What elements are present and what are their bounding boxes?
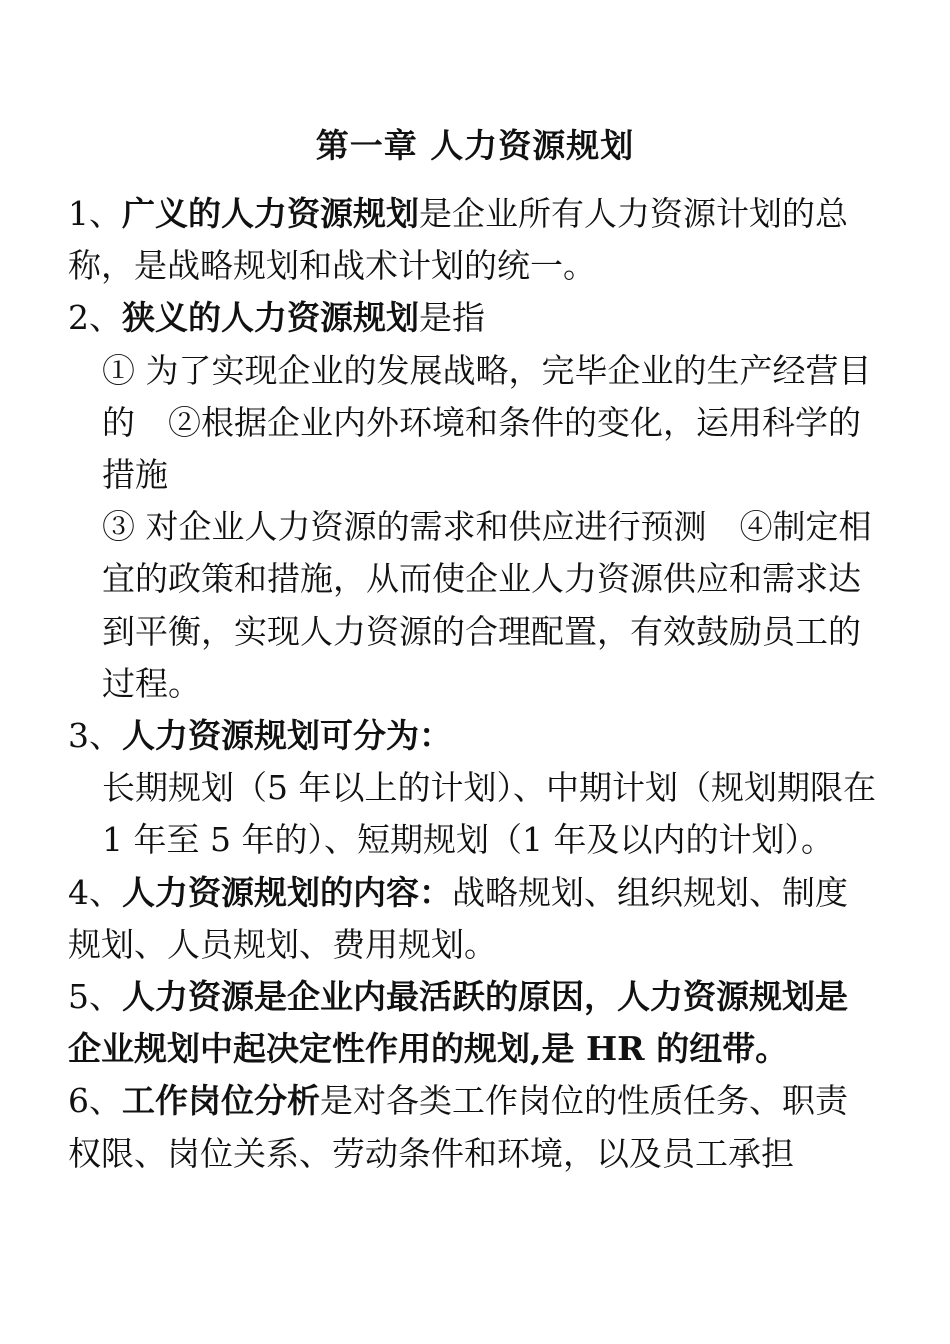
- document-body: [68, 188, 880, 1180]
- paragraph-2-items-b: [68, 501, 880, 710]
- term-bold: 人力资源规划可分为：: [122, 716, 452, 756]
- paragraph-number: 2、: [68, 298, 122, 338]
- paragraph-text: 是指: [419, 298, 485, 338]
- paragraph-text: 战略规划、组织规划、制度规划、人员规划、费用规划。: [68, 872, 848, 964]
- paragraph-6: [68, 1075, 880, 1179]
- paragraph-number: 1、: [68, 194, 122, 233]
- paragraph-3: [68, 710, 880, 762]
- paragraph-4: [68, 867, 880, 971]
- term-bold: 狭义的人力资源规划: [122, 298, 419, 338]
- paragraph-text: 是企业所有人力资源计划的总称，是战略规划和战术计划的统一。: [68, 194, 848, 286]
- paragraph-2-items-a: [68, 345, 880, 502]
- paragraph-text: ③ 对企业人力资源的需求和供应进行预测 ④制定相宜的政策和措施，从而使企业人力资源供应和需求达到平衡，实现人力资源的合理配置，有效鼓励员工的过程。: [102, 507, 872, 703]
- term-bold: 工作岗位分析: [122, 1081, 320, 1121]
- term-bold: 人力资源是企业内最活跃的原因，人力资源规划是企业规划中起决定性作用的规划,是 HR 的纽带。: [68, 977, 848, 1069]
- paragraph-3-detail: [68, 762, 880, 866]
- paragraph-text: 是对各类工作岗位的性质任务、职责权限、岗位关系、劳动条件和环境，以及员工承担: [68, 1081, 848, 1173]
- term-bold: 人力资源规划的内容：: [122, 872, 452, 912]
- paragraph-number: 6、: [68, 1081, 122, 1121]
- paragraph-number: 5、: [68, 977, 122, 1017]
- paragraph-1: [68, 188, 880, 292]
- paragraph-number: 3、: [68, 716, 122, 756]
- paragraph-text: ① 为了实现企业的发展战略，完毕企业的生产经营目的 ②根据企业内外环境和条件的变化，运用科学的措施: [102, 350, 872, 495]
- chapter-title: 第一章 人力资源规划: [315, 126, 635, 165]
- paragraph-number: 4、: [68, 872, 122, 912]
- term-bold: 广义的人力资源规划: [122, 194, 419, 233]
- paragraph-2: [68, 292, 880, 344]
- paragraph-5: [68, 971, 880, 1075]
- paragraph-text: 长期规划（5 年以上的计划）、中期计划（规划期限在 1 年至 5 年的）、短期规划（1 年及以内的计划）。: [102, 768, 876, 860]
